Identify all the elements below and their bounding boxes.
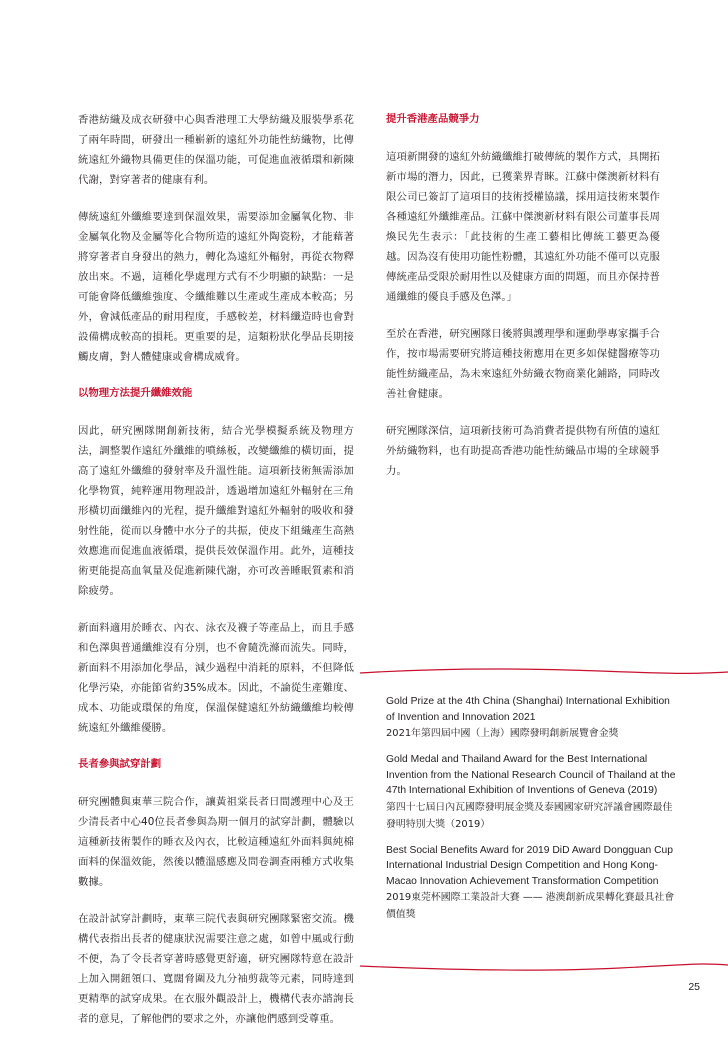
awards-list: [386, 694, 676, 933]
competitiveness-paragraph-3: 研究團隊深信，這項新技術可為消費者提供物有所值的遠紅外紡織物料，也有助提高香港功能性紡織品市場的全球競爭力。: [386, 425, 660, 477]
decorative-wave-line-top: [360, 664, 728, 680]
award-item: [386, 694, 676, 742]
award-item: [386, 752, 676, 833]
award-title-en: Gold Prize at the 4th China (Shanghai) International Exhibition of Invention and Innovation 2021: [386, 696, 670, 723]
elderly-paragraph-1: 研究團體與東華三院合作，讓黃祖棠長者日間護理中心及王少清長者中心40位長者參與為期一個月的試穿計劃，體驗以這種新技術製作的睡衣及內衣，比較這種遠紅外面料與純棉面料的保溫效能，然後以體溫感應及問卷調查兩種方式收集數據。: [78, 796, 354, 888]
right-column: [386, 110, 660, 498]
section-heading-elderly-trial: 長者參與試穿計劃: [78, 758, 162, 770]
physical-paragraph-2: 新面料適用於睡衣、內衣、泳衣及襪子等產品上，而且手感和色澤與普通纖維沒有分別，也不會隨洗滌而流失。同時，新面料不用添加化學品，減少過程中消耗的原料，不但降低化學污染，亦能節省約35%成本。因此，不論從生產難度、成本、功能或環保的角度，保溫保健遠紅外紡織纖維均較傳統遠紅外纖維優勝。: [78, 622, 354, 734]
award-item: [386, 843, 676, 924]
section-heading-competitiveness: 提升香港產品競爭力: [386, 113, 480, 125]
section-heading-physical-method: 以物理方法提升纖維效能: [78, 387, 193, 399]
intro-paragraph-2: 傳統遠紅外纖維要達到保溫效果，需要添加金屬氧化物、非金屬氧化物及金屬等化合物所造的遠紅外陶瓷粉，才能藉著將穿著者自身發出的熱力，轉化為遠紅外輻射，再從衣物釋放出來。不過，這種化學處理方式有不少明顯的缺點：一是可能會降低纖維強度、令纖維難以生產或生產成本較高；另外，會減低產品的耐用程度，手感較差，材料纖造時也會對設備構成較高的損耗。更重要的是，這類粉狀化學品長期接觸皮膚，對人體健康或會構成威脅。: [78, 211, 354, 363]
page-number: 25: [688, 981, 700, 993]
physical-paragraph-1: 因此，研究團隊開創新技術，結合光學模擬系統及物理方法，調整製作遠紅外纖維的噴絲板，改變纖維的橫切面，提高了遠紅外纖維的發射率及升溫性能。這項新技術無需添加化學物質，純粹運用物理設計，透過增加遠紅外輻射在三角形橫切面纖維內的光程，提升纖維對遠紅外輻射的吸收和發射性能，從而以身體中水分子的共振，使皮下組織產生高熱效應進而促進血液循環，提供長效保溫作用。此外，這種技術更能提高血氧量及促進新陳代謝，亦可改善睡眠質素和消除疲勞。: [78, 425, 354, 597]
left-column: [78, 110, 354, 1046]
award-title-zh: 2021年第四屆中國（上海）國際發明創新展覽會金獎: [386, 728, 619, 739]
award-title-en: Best Social Benefits Award for 2019 DiD Award Dongguan Cup International Industrial Design Competition and Hong Kong-Macao Innovation Achievement Transformation Competition: [386, 844, 673, 887]
award-title-zh: 2019東莞杯國際工業設計大賽 —— 港澳創新成果轉化賽最具社會價值獎: [386, 892, 675, 920]
decorative-wave-line-bottom: [360, 960, 728, 976]
award-title-zh: 第四十七屆日內瓦國際發明展金獎及泰國國家研究評議會國際最佳發明特別大獎（2019）: [386, 801, 673, 830]
elderly-paragraph-2: 在設計試穿計劃時，東華三院代表與研究團隊緊密交流。機構代表指出長者的健康狀況需要注意之處，如曾中風或行動不便，為了令長者穿著時感覺更舒適，研究團隊特意在設計上加入開鈕領口、寬闊脅圍及九分袖剪裁等元素，同時達到更精準的試穿成果。在衣服外觀設計上，機構代表亦諮詢長者的意見，了解他們的要求之外，亦讓他們感到受尊重。: [78, 913, 354, 1025]
award-title-en: Gold Medal and Thailand Award for the Best International Invention from the National Research Council of Thailand at the 47th International Exhibition of Inventions of Geneva (2019): [386, 754, 676, 796]
competitiveness-paragraph-1: 這項新開發的遠紅外紡織纖維打破傳統的製作方式，具開拓新市場的潛力，因此，已獲業界青睞。江蘇中傑澳新材料有限公司已簽訂了這項目的技術授權協議，採用這技術來製作各種遠紅外纖維產品。江蘇中傑澳新材料有限公司董事長周煥民先生表示：「此技術的生產工藝相比傳統工藝更為優越。因為沒有使用功能性粉體，其遠紅外功能不僅可以克服傳統產品受限於耐用性以及健康方面的問題，而且亦保持普通纖維的優良手感及色澤。」: [386, 151, 660, 303]
competitiveness-paragraph-2: 至於在香港，研究團隊日後將與護理學和運動學專家攜手合作，按市場需要研究將這種技術應用在更多如保健醫療等功能性紡織產品，為未來遠紅外紡織衣物商業化鋪路，同時改善社會健康。: [386, 328, 660, 400]
intro-paragraph-1: 香港紡織及成衣研發中心與香港理工大學紡織及服裝學系花了兩年時間，研發出一種嶄新的遠紅外功能性紡織物，比傳統遠紅外織物具備更佳的保溫功能，可促進血液循環和新陳代謝，對穿著者的健康有利。: [78, 114, 354, 186]
